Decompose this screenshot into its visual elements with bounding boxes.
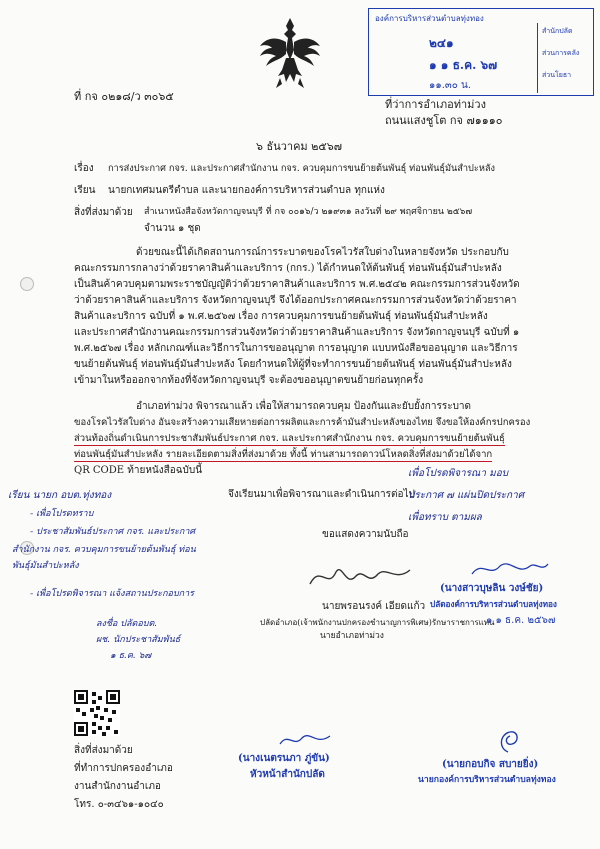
note-left-date: ๑ ธ.ค. ๖๗ [110, 651, 152, 661]
palad-title: ปลัดองค์การบริหารส่วนตำบลทุ่งทอง [430, 599, 557, 609]
head-office-signature [278, 730, 334, 750]
mayor-signature [488, 728, 528, 756]
qr-code[interactable] [74, 690, 120, 736]
p1-line: เข้ามาในหรือออกจากท้องที่จังหวัดกาญจนบุรี จะต้องขออนุญาตขนย้ายก่อนทุกครั้ง [74, 375, 424, 386]
section-office: สำนักปลัด [542, 27, 573, 35]
footer-phone: โทร. ๐-๓๔๖๑-๑๐๔๐ [74, 799, 164, 810]
reference-number: ที่ กจ ๐๒๑๘/ว ๓๐๖๕ [74, 90, 174, 103]
received-stamp [368, 8, 594, 96]
attach-text: สำเนาหนังสือจังหวัดกาญจนบุรี ที่ กจ ๐๐๑๖/ว ๒๑๙๓๑ ลงวันที่ ๒๙ พฤศจิกายน ๒๕๖๗ [144, 207, 473, 217]
note-left-5: พันธุ์มันสำปะหลัง [12, 561, 79, 571]
note-right-top: เพื่อโปรดพิจารณา มอบ [408, 468, 509, 479]
to-text: นายกเทศมนตรีตำบล และนายกองค์การบริหารส่วนตำบล ทุกแห่ง [108, 185, 385, 196]
issuing-office: ที่ว่าการอำเภอท่าม่วง [385, 98, 486, 111]
subject-text: การส่งประกาศ กจร. และประกาศสำนักงาน กจร. ควบคุมการขนย้ายต้นพันธุ์ ท่อนพันธุ์มันสำปะหลัง [108, 163, 496, 174]
head-office-stamp [238, 730, 358, 780]
signer-name: นายพรอนรงค์ เอียดแก้ว [322, 601, 426, 612]
office-address: ถนนแสงชูโต กจ ๗๑๑๑๐ [385, 114, 503, 127]
mayor-stamp [418, 728, 593, 790]
note-left-3: - ประชาสัมพันธ์ประกาศ กจร. และประกาศ [30, 527, 196, 537]
letter-date: ๖ ธันวาคม ๒๕๖๗ [256, 140, 343, 153]
p1-line: ด้วยขณะนี้ได้เกิดสถานการณ์การระบาดของโรคไวรัสใบด่างในหลายจังหวัด ประกอบกับ [136, 247, 509, 258]
note-right-1: ประกาศ ๗ แผ่นปิดประกาศ [408, 490, 525, 501]
p1-line: พ.ศ.๒๕๖๗ เรื่อง หลักเกณฑ์และวิธีการในการขออนุญาต การอนุญาต แบบหนังสือขออนุญาต และวิธีการ [74, 343, 518, 354]
received-date: ๑ ๑ ธ.ค. ๖๗ [429, 58, 498, 72]
section-column [537, 23, 592, 93]
attach-label: สิ่งที่ส่งมาด้วย [74, 207, 133, 218]
mayor-name: (นายกอบกิจ สบายยิ่ง) [442, 759, 539, 770]
footer-line2: งานสำนักงานอำเภอ [74, 781, 161, 792]
p2-line-highlighted: ท่อนพันธุ์มันสำปะหลัง รายละเอียดตามสิ่งที่ส่งมาด้วย ทั้งนี้ ท่านสามารถดาวน์โหลดสิ่งที่ส่งมาด้วยได้จาก [74, 449, 493, 460]
palad-name: (นางสาวบุษลิน วงษ์ชัย) [440, 583, 544, 594]
subject-label: เรื่อง [74, 163, 94, 174]
palad-stamp [430, 558, 590, 628]
received-time: ๑๑.๓๐ น. [429, 80, 472, 91]
closing-line: จึงเรียนมาเพื่อพิจารณาและดำเนินการต่อไป [228, 489, 415, 500]
note-left-6: - เพื่อโปรดพิจารณา แจ้งสถานประกอบการ [30, 589, 195, 599]
note-left-sig: ลงชื่อ ปลัดอบต. [96, 619, 158, 629]
attach-qty: จำนวน ๑ ชุด [144, 223, 201, 234]
respect-line: ขอแสดงความนับถือ [322, 529, 409, 540]
punch-hole [20, 277, 34, 291]
head-office-name: (นางเนตรนภา ภู่ขัน) [238, 753, 330, 764]
p1-line: ขนย้ายต้นพันธุ์ ท่อนพันธุ์มันสำปะหลัง โดยกำหนดให้ผู้ที่จะทำการขนย้ายต้นพันธุ์ ท่อนพันธุ์มันสำปะหลัง [74, 359, 512, 370]
signer-title-2: นายอำเภอท่าม่วง [320, 631, 384, 641]
palad-signature [470, 558, 550, 580]
mayor-title: นายกองค์การบริหารส่วนตำบลทุ่งทอง [418, 775, 556, 785]
signer-title-1: ปลัดอำเภอ(เจ้าพนักงานปกครองชำนาญการพิเศษ)รักษาราชการแทน [260, 618, 495, 627]
note-left-sig2: ผช. นักประชาสัมพันธ์ [96, 635, 181, 645]
p2-line: QR CODE ท้ายหนังสือฉบับนี้ [74, 465, 203, 476]
qr-code-icon [74, 690, 120, 736]
garuda-emblem [258, 16, 322, 90]
p2-line: อำเภอท่าม่วง พิจารณาแล้ว เพื่อให้สามารถควบคุม ป้องกันและยับยั้งการระบาด [136, 401, 472, 412]
footer-attach: สิ่งที่ส่งมาด้วย [74, 745, 133, 756]
section-works: ส่วนโยธา [542, 71, 572, 79]
p1-line: ว่าด้วยราคาสินค้าและบริการ จังหวัดกาญจนบุรี จึงได้ออกประกาศคณะกรรมการส่วนจังหวัดว่าด้วยราคา [74, 295, 517, 306]
footer-line1: ที่ทำการปกครองอำเภอ [74, 763, 173, 774]
to-label: เรียน [74, 185, 96, 196]
p2-line: ของโรคไวรัสใบด่าง อันจะสร้างความเสียหายต่อการผลิตและการค้ามันสำปะหลังของไทย จึงขอให้องค์กรปกครอง [74, 417, 531, 428]
received-org: องค์การบริหารส่วนตำบลทุ่งทอง [375, 14, 484, 23]
p2-line-highlighted: ส่วนท้องถิ่นดำเนินการประชาสัมพันธ์ประกาศ กจร. และประกาศสำนักงาน กจร. ควบคุมการขนย้ายต้นพันธุ์ [74, 433, 505, 444]
p1-line: สินค้าและบริการ ฉบับที่ ๑ พ.ศ.๒๕๖๗ เรื่อง การควบคุมการขนย้ายต้นพันธุ์ ท่อนพันธุ์มันสำปะหลัง [74, 311, 488, 322]
p1-line: คณะกรรมการกลางว่าด้วยราคาสินค้าและบริการ (กกร.) ได้กำหนดให้ต้นพันธุ์ ท่อนพันธุ์มันสำปะหลัง [74, 263, 502, 274]
note-left-4: สำนักงาน กจร. ควบคุมการขนย้ายต้นพันธุ์ ท่อน [12, 545, 196, 555]
note-left-1: เรียน นายก อบต.ทุ่งทอง [8, 490, 112, 501]
signature-scribble [306, 560, 416, 594]
note-left-2: - เพื่อโปรดทราบ [30, 509, 94, 519]
received-no: ๒๔๑ [429, 36, 454, 50]
palad-date: ๑ ๑ ธ.ค. ๒๕๖๗ [486, 615, 556, 626]
section-finance: ส่วนการคลัง [542, 49, 580, 57]
note-right-2: เพื่อทราบ ตามผล [408, 512, 482, 523]
p1-line: และประกาศสำนักงานคณะกรรมการส่วนจังหวัดว่าด้วยราคาสินค้าและบริการ จังหวัดกาญจนบุรี ฉบับที่ ๑ [74, 327, 520, 338]
p1-line: เป็นสินค้าควบคุมตามพระราชบัญญัติว่าด้วยราคาสินค้าและบริการ พ.ศ.๒๕๔๒ คณะกรรมการส่วนจังหวัด [74, 279, 520, 290]
head-office-title: หัวหน้าสำนักปลัด [250, 769, 325, 780]
